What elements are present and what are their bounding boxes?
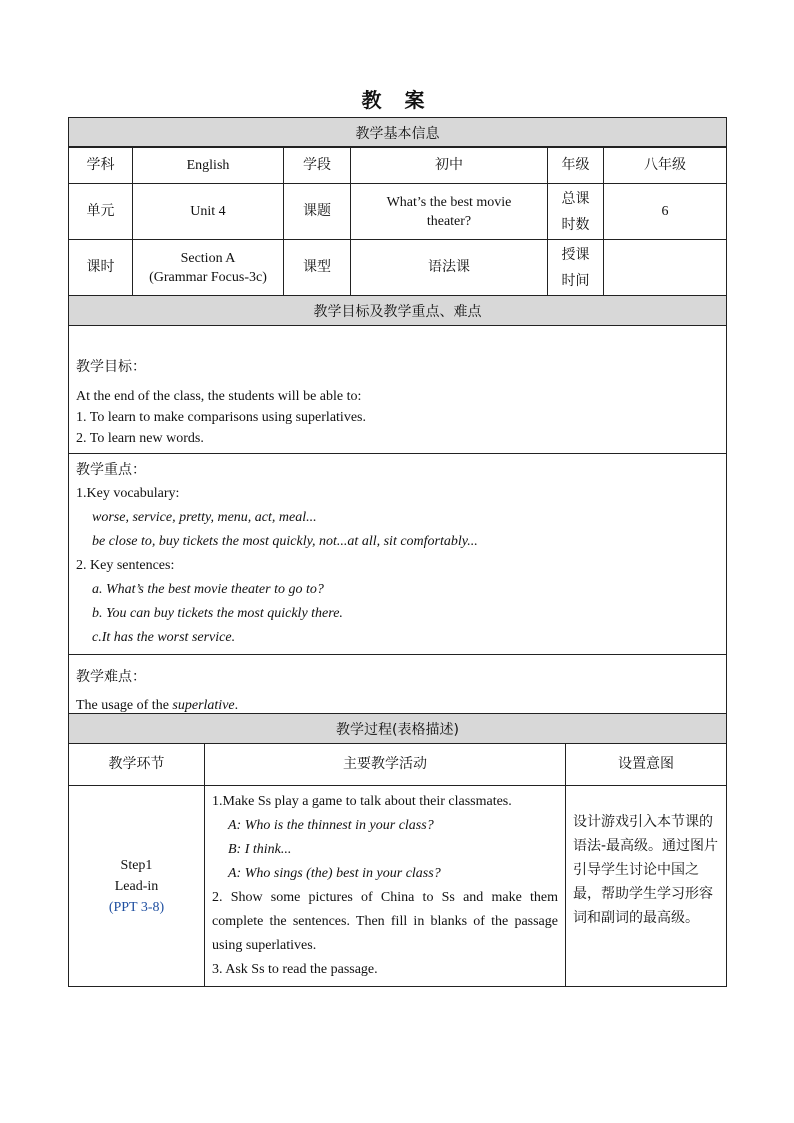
step-name: Lead-in xyxy=(114,878,159,894)
key-sentence: c.It has the worst service. xyxy=(92,630,236,645)
activity-item: 2. Show some pictures of China to Ss and make them complete the sentences. Then fill in blanks of the passage using superlatives. xyxy=(212,890,558,953)
key-vocab-line: worse, service, pretty, menu, act, meal... xyxy=(92,510,317,525)
key-vocab-line: be close to, buy tickets the most quickly, not...at all, sit comfortably... xyxy=(92,534,478,549)
difficult-suffix: . xyxy=(234,698,239,713)
intent-cell: 设计游戏引入本节课的语法-最高级。通过图片引导学生讨论中国之最，帮助学生学习形容词和副词的最高级。 xyxy=(566,786,727,987)
difficult-prefix: The usage of the xyxy=(76,698,173,713)
period-label: 课时 xyxy=(69,240,133,296)
basic-info-table xyxy=(68,146,727,723)
stage-value: 初中 xyxy=(351,147,548,184)
activity-item: 1.Make Ss play a game to talk about their classmates. xyxy=(212,794,512,809)
key-sentence: a. What’s the best movie theater to go to? xyxy=(92,582,324,597)
key-sentence: b. You can buy tickets the most quickly there. xyxy=(92,606,343,621)
key-points-box xyxy=(69,454,727,655)
type-label: 课型 xyxy=(284,240,351,296)
period-value-line2: (Grammar Focus-3c) xyxy=(149,269,267,285)
period-value xyxy=(133,240,284,296)
grade-value: 八年级 xyxy=(604,147,727,184)
col-header-step: 教学环节 xyxy=(69,744,205,786)
page-title: 教 案 xyxy=(361,88,433,112)
objectives-title: 教学目标： xyxy=(76,359,146,375)
objectives-header: 教学目标及教学重点、难点 xyxy=(69,296,727,326)
total-hours-label-line1: 总课 xyxy=(561,190,590,207)
class-time-label-line1: 授课 xyxy=(561,246,590,263)
activity-cell xyxy=(205,786,566,987)
grade-label: 年级 xyxy=(548,147,604,184)
activity-item: 3. Ask Ss to read the passage. xyxy=(212,962,378,977)
subject-value: English xyxy=(133,147,284,184)
key-points-title: 教学重点： xyxy=(76,462,146,478)
activity-dialog-line: B: I think... xyxy=(228,842,292,857)
key-sentences-label: 2. Key sentences: xyxy=(76,558,175,573)
class-time-label xyxy=(548,240,604,296)
total-hours-value: 6 xyxy=(604,184,727,240)
topic-label: 课题 xyxy=(284,184,351,240)
unit-label: 单元 xyxy=(69,184,133,240)
key-vocab-label: 1.Key vocabulary: xyxy=(76,486,180,501)
process-table xyxy=(68,713,727,987)
period-value-line1: Section A xyxy=(180,250,236,266)
subject-label: 学科 xyxy=(69,147,133,184)
basic-info-header: 教学基本信息 xyxy=(69,118,727,148)
step-cell xyxy=(69,786,205,987)
col-header-activity: 主要教学活动 xyxy=(205,744,566,786)
objectives-intro: At the end of the class, the students will be able to: xyxy=(76,389,362,404)
total-hours-label-line2: 时数 xyxy=(561,216,590,233)
type-value: 语法课 xyxy=(351,240,548,296)
topic-value: What’s the best movie theater? xyxy=(351,184,548,240)
process-header: 教学过程(表格描述) xyxy=(69,714,727,744)
objective-item: 2. To learn new words. xyxy=(76,431,204,446)
col-header-intent: 设置意图 xyxy=(566,744,727,786)
step-number: Step1 xyxy=(120,857,153,873)
step-ppt-ref: (PPT 3-8) xyxy=(108,899,165,915)
class-time-value xyxy=(604,240,727,296)
lesson-plan-table xyxy=(68,117,727,148)
activity-dialog-line: A: Who sings (the) best in your class? xyxy=(228,866,441,881)
activity-dialog-line: A: Who is the thinnest in your class? xyxy=(228,818,434,833)
total-hours-label xyxy=(548,184,604,240)
objective-item: 1. To learn to make comparisons using superlatives. xyxy=(76,410,366,425)
difficult-points-title: 教学难点： xyxy=(76,669,146,685)
stage-label: 学段 xyxy=(284,147,351,184)
unit-value: Unit 4 xyxy=(133,184,284,240)
class-time-label-line2: 时间 xyxy=(561,272,590,289)
objectives-box xyxy=(69,326,727,454)
difficult-word: superlative xyxy=(172,698,235,713)
